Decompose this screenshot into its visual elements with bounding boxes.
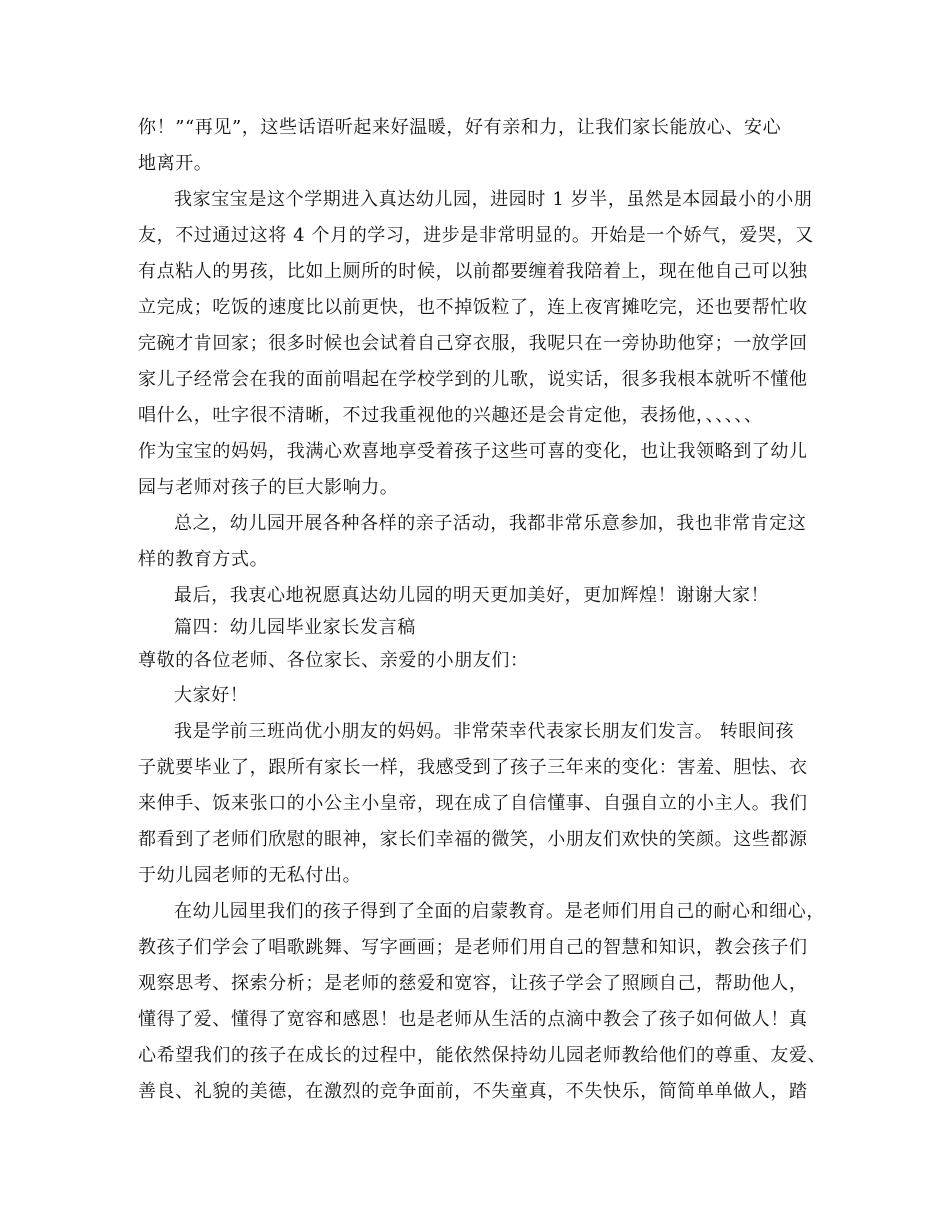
paragraph-line: 园与老师对孩子的巨大影响力。 [138, 477, 399, 498]
paragraph-line: 立完成；吃饭的速度比以前更快，也不掉饭粒了，连上夜宵摊吃完，还也要帮忙收 [138, 297, 808, 318]
paragraph-line: 地离开。 [138, 153, 213, 174]
paragraph-line: 善良、礼貌的美德，在激烈的竞争面前，不失童真，不失快乐，简简单单做人，踏 [138, 1081, 808, 1102]
paragraph-line: 样的教育方式。 [138, 549, 269, 570]
salutation: 尊敬的各位老师、各位家长、亲爱的小朋友们： [138, 650, 529, 671]
paragraph-line: 最后，我衷心地祝愿真达幼儿园的明天更加美好，更加辉煌！谢谢大家！ [174, 585, 770, 606]
paragraph-line: 来伸手、饭来张口的小公主小皇帝，现在成了自信懂事、自强自立的小主人。我们 [138, 793, 808, 814]
paragraph-line: 懂得了爱、懂得了宽容和感恩！也是老师从生活的点滴中教会了孩子如何做人！真 [138, 1009, 808, 1030]
paragraph-line: 子就要毕业了，跟所有家长一样，我感受到了孩子三年来的变化：害羞、胆怯、衣 [138, 757, 808, 778]
paragraph-line: 作为宝宝的妈妈，我满心欢喜地享受着孩子这些可喜的变化，也让我领略到了幼儿 [138, 441, 808, 462]
paragraph-line: 总之，幼儿园开展各种各样的亲子活动，我都非常乐意参加，我也非常肯定这 [174, 513, 807, 534]
paragraph-line: 唱什么，吐字很不清晰，不过我重视他的兴趣还是会肯定他，表扬他，、、、、、 [138, 405, 763, 426]
greeting: 大家好！ [174, 685, 249, 706]
paragraph-line: 教孩子们学会了唱歌跳舞、写字画画；是老师们用自己的智慧和知识，教会孩子们 [138, 937, 808, 958]
paragraph-line: 家儿子经常会在我的面前唱起在学校学到的儿歌，说实话，很多我根本就听不懂他 [138, 369, 808, 390]
paragraph-line: 我家宝宝是这个学期进入真达幼儿园，进园时 1 岁半，虽然是本园最小的小朋 [174, 189, 813, 210]
section-heading: 篇四：幼儿园毕业家长发言稿 [174, 617, 416, 638]
paragraph-line: 你！”“再见”，这些话语听起来好温暖，好有亲和力，让我们家长能放心、安心 [138, 117, 782, 138]
paragraph-line: 都看到了老师们欣慰的眼神，家长们幸福的微笑，小朋友们欢快的笑颜。这些都源 [138, 829, 808, 850]
paragraph-line: 友，不过通过这将 4 个月的学习，进步是非常明显的。开始是一个娇气，爱哭，又 [138, 225, 814, 246]
paragraph-line: 有点粘人的男孩，比如上厕所的时候，以前都要缠着我陪着上，现在他自己可以独 [138, 261, 808, 282]
paragraph-line: 于幼儿园老师的无私付出。 [138, 865, 362, 886]
paragraph-line: 我是学前三班尚优小朋友的妈妈。非常荣幸代表家长朋友们发言。 转眼间孩 [174, 721, 795, 742]
paragraph-line: 完碗才肯回家；很多时候也会试着自己穿衣服，我呢只在一旁协助他穿；一放学回 [138, 333, 808, 354]
paragraph-line: 心希望我们的孩子在成长的过程中，能依然保持幼儿园老师教给他们的尊重、友爱、 [138, 1045, 827, 1066]
paragraph-line: 观察思考、探索分析；是老师的慈爱和宽容，让孩子学会了照顾自己，帮助他人， [138, 973, 808, 994]
paragraph-line: 在幼儿园里我们的孩子得到了全面的启蒙教育。是老师们用自己的耐心和细心， [174, 901, 825, 922]
